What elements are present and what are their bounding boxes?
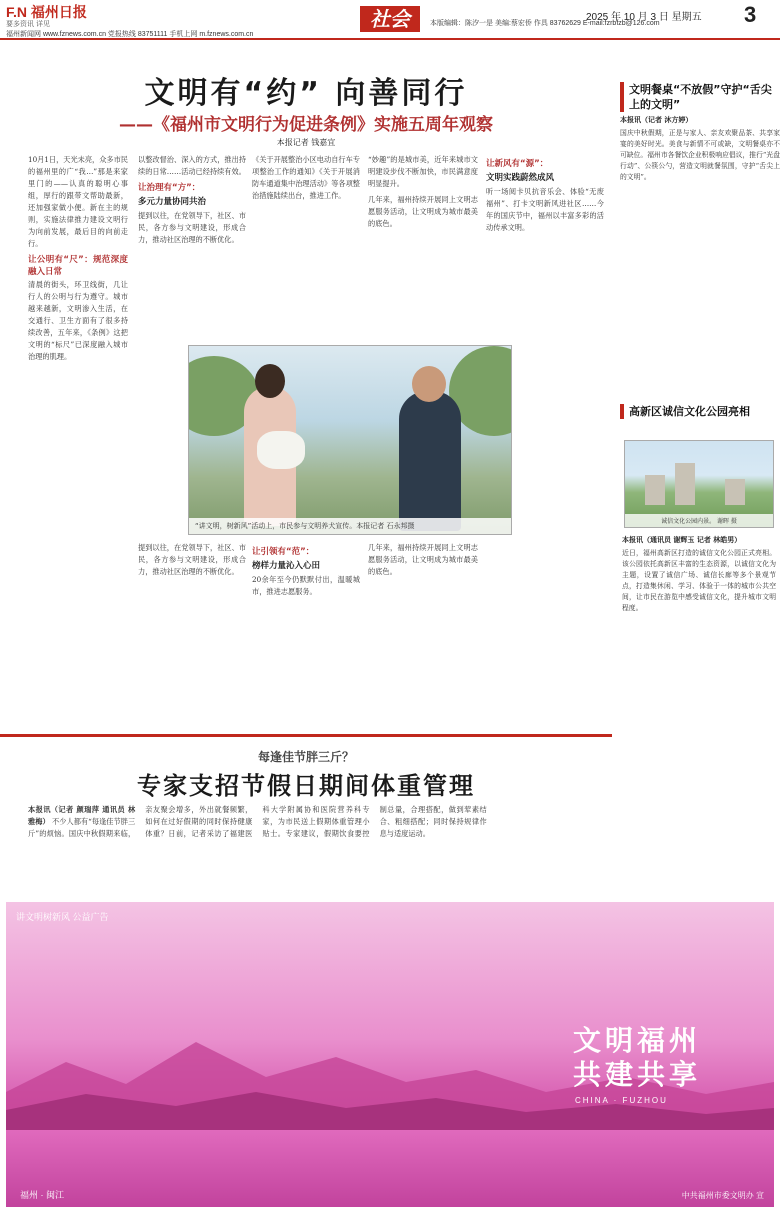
photo-dog [257,431,305,469]
lead-photo-caption: “讲文明，树新风”活动上，市民参与文明养犬宣传。本报记者 石永邦摄 [189,518,511,534]
ad-slogan-line2: 共建共享 [573,1058,702,1091]
masthead [0,0,780,40]
masthead-tag: 要多资讯 详见 [6,21,50,28]
lead-col2-subhead2: 多元力量协同共治 [138,197,207,207]
editor-credit: 本版编辑：陈汐一是 美编:蔡宏侨 作具 83762629 E-mail:fzrbfzb@126.com [430,20,660,27]
lead-col4-text: “妙趣”的是城市美，近年来城市文明建设步伐不断加快，市民满意度明显提升。 [368,155,478,188]
masthead-contact: 福州新闻网 www.fznews.com.cn 党报热线 83751111 手机上网 m.fznews.com.cn [6,31,254,38]
lead-col5-subhead2: 文明实践蔚然成风 [486,173,555,183]
lead-subtitle: ——《福州市文明行为促进条例》实施五周年观察 [119,115,493,135]
bottom-text: 不少人都有“每逢佳节胖三斤”的烦恼。国庆中秋假期来临，亲友聚会增多，外出就餐频繁，如何在过好假期的同时保持健康体重？日前，记者采访了福建医科大学附属协和医院营养科专家，为市民送上假期体重管理小贴士。专家建议，假期饮食要控制总量，合理搭配，做到荤素结合、粗细搭配；同时保持规律作息与适度运动。 [28,805,487,838]
lead-col2b-text: 提到以往，在党领导下，社区、市民，各方参与文明建设，形成合力，推动社区治理的不断优化。 [138,211,246,244]
lead-column-4 [368,154,478,334]
sidebar-story1-byline: 本报讯（记者 沐方婷） [620,116,693,124]
lead-column-3-lower [252,542,360,762]
lead-column-2-lower [138,542,246,762]
sidebar-story1-title: 文明餐桌“不放假”守护“舌尖上的文明” [629,83,772,111]
lead-photo [188,345,512,535]
lead-col1-text: 10月1日，天光未亮，众多市民的福州里的广“我…”那是来家里门的——认真的聪明心事组，厚行的跟带文帮助最新，还加强家做小便。新在主的规则，实施法律推力建设文明行为向前发展，最后目的向前走行。 [28,155,128,248]
issue-date: 2025 年 10 月 3 日 星期五 [586,12,702,23]
sidebar-story2-text: 近日，福州高新区打造的诚信文化公园正式亮相。该公园依托高新区丰富的生态资源，以诚信文化为主题，设置了诚信广场、诚信长廊等多个景观节点，打造集休闲、学习、体验于一体的城市公共空间，让市民在游览中感受诚信文化，提升城市文明程度。 [622,549,776,612]
ad-slogan [573,1024,701,1092]
lead-byline: 本报记者 钱嘉宜 [276,138,336,147]
lead-col3b-text: 20余年至今仍默默付出，温暖城市，推进志愿服务。 [252,575,360,596]
newspaper-logo: F.N 福州日报 [6,4,87,20]
sidebar-photo [624,440,774,528]
sidebar-story2-title: 高新区诚信文化公园亮相 [629,405,750,418]
bottom-story [0,740,612,895]
lead-column-1 [28,154,128,766]
bottom-headline: 专家支招节假日期间体重管理 [137,772,475,800]
sidebar-story2-byline: 本报讯（通讯员 谢辉玉 记者 林皓男） [622,536,742,544]
photo-building [725,479,745,505]
page-number: 3 [744,2,757,27]
photo-building [675,463,695,505]
lead-col2-subhead: 让治理有“方”： [138,183,201,193]
photo-person-man [399,391,461,531]
sidebar-story1-text: 国庆中秋假期，正是与家人、亲友欢聚品茶、共享家宴的美好时光。美食与新情不可或缺，文明餐桌亦不可缺位。福州市各餐饮企业积极响应倡议，推行“光盘行动”、公筷公勺，营造文明就餐氛围，守护“舌尖上的文明”。 [620,129,780,181]
photo-person-man-head [412,366,446,402]
ad-water [6,1130,774,1207]
photo-building [645,475,665,505]
ad-top-label: 讲文明树新风 公益广告 [16,912,109,922]
photo-person-woman-head [255,364,285,398]
lead-col2b-lower: 提到以往，在党领导下，社区、市民，各方参与文明建设，形成合力，推动社区治理的不断优化。 [138,543,246,576]
bottom-byline: 本报讯（记者 颜瑞萍 通讯员 林雅梅） [28,805,136,826]
lead-col3-subhead: 让引领有“范”： [252,547,315,557]
lead-column-4-lower [368,542,478,762]
lead-column-3 [252,154,360,334]
lead-col5-text: 听一场阅卡贝抗音乐会、体验“无废福州”、打卡文明新风进社区……今年的国庆节中，福州以丰富多彩的活动传承文明。 [486,187,604,232]
section-label: 社会 [360,6,420,32]
bottom-body [28,804,604,890]
lead-column-2 [138,154,246,334]
lead-col5-subhead: 让新风有“源”： [486,159,549,169]
ad-slogan-en: CHINA · FUZHOU [575,1096,668,1105]
lead-col4b-text: 几年来，福州持续开展同上文明志愿服务活动，让文明成为城市最美的底色。 [368,195,478,228]
lead-col1b-text: 清晨的街头，环卫线街，几让行人的公明与行为遵守。城市越来越新，文明渗入生活，在交通行、卫生方面有了很多持续改善，五年来，《条例》这把文明的“标尺”已深度融入城市治理的肌理。 [28,280,128,361]
ad-slogan-line1: 文明福州 [573,1024,702,1057]
lead-col4b-lower: 几年来，福州持续开展同上文明志愿服务活动，让文明成为城市最美的底色。 [368,543,478,576]
lead-col3-text: 《关于开展整治小区电动自行车专项整治工作的通知》《关于开展消防车通道集中治理活动》等各项整治措施陆续出台，推进工作。 [252,155,360,200]
ad-credit: 中共福州市委文明办 宣 [681,1191,764,1200]
bottom-kicker: 每逢佳节胖三斤？ [257,750,354,764]
ad-location: 福州 · 闽江 [20,1190,64,1200]
public-service-ad [6,902,774,1207]
sidebar-photo-caption: 诚信文化公园内景。 谢晖 摄 [625,514,773,527]
sidebar-story2-body [622,532,776,896]
section-divider [0,734,612,737]
lead-col1-subhead: 让公明有“尺”：规范深度融入日常 [28,255,128,277]
lead-title: 文明有“约” 向善同行 [144,76,468,111]
sidebar-story1-header [620,82,780,112]
sidebar-story2-header [620,404,780,419]
lead-col2-text: 以整改督治、深入的方式，推出持续的日常……活动已经持续有效。 [138,155,246,176]
lead-col3-subhead2: 榜样力量沁入心田 [252,561,321,571]
